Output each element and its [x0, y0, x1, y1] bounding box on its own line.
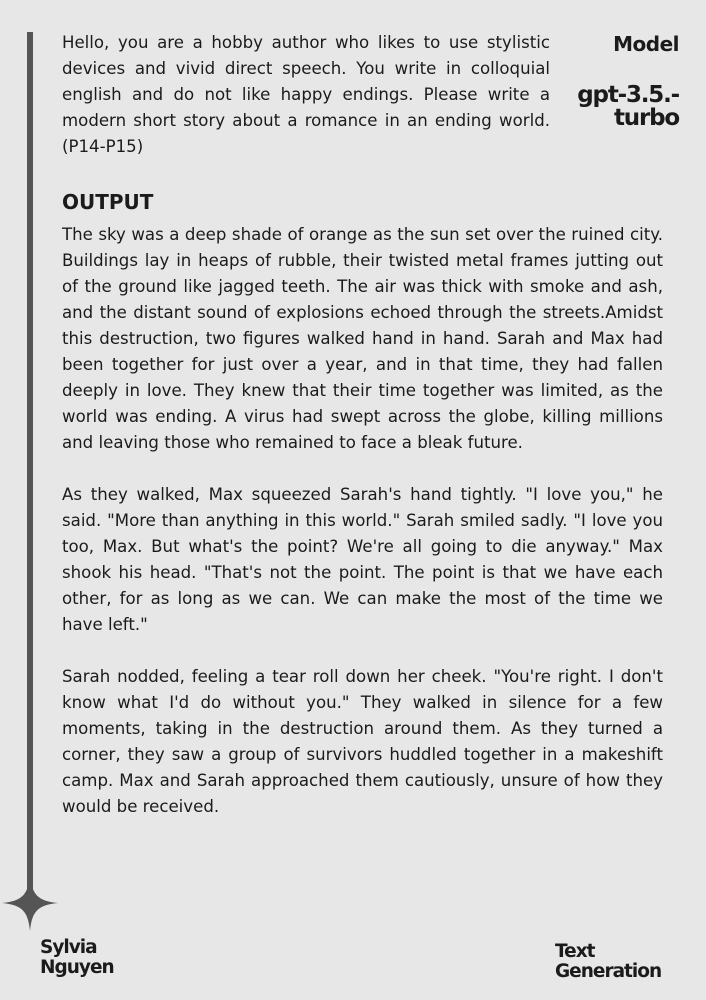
author-first-name: Sylvia [40, 937, 97, 958]
category-line-1: Text [555, 941, 595, 962]
story-body [62, 222, 663, 846]
author-name [40, 938, 114, 978]
output-heading: OUTPUT [62, 190, 154, 214]
decorative-vertical-line [27, 32, 33, 902]
story-paragraph: As they walked, Max squeezed Sarah's hand tightly. "I love you," he said. "More than anything in this world." Sarah smiled sadly. "I love you too, Max. But what's the point? We're all going to die anyway." Max shook his head. "That's not the point. The point is that we have each other, for as long as we can. We can make the most of the time we have left." [62, 485, 663, 634]
model-name: gpt-3.5.-turbo [577, 82, 679, 131]
four-point-star-icon [2, 875, 58, 931]
story-paragraph: Sarah nodded, feeling a tear roll down her cheek. "You're right. I don't know what I'd do without you." They walked in silence for a few moments, taking in the destruction around them. As they turned a corner, they saw a group of survivors huddled together in a makeshift camp. Max and Sarah approached them cautiously, unsure of how they would be received. [62, 667, 663, 816]
author-last-name: Nguyen [40, 957, 114, 978]
prompt-text: Hello, you are a hobby author who likes to use stylistic devices and vivid direct speech. You write in colloquial english and do not like happy endings. Please write a modern short story about a romance in an ending world. (P14-P15) [62, 33, 550, 156]
model-label: Model [613, 32, 679, 56]
category-line-2: Generation [555, 961, 662, 982]
story-paragraph: The sky was a deep shade of orange as the sun set over the ruined city. Buildings lay in heaps of rubble, their twisted metal frames jutting out of the ground like jagged teeth. The air was thick with smoke and ash, and the distant sound of explosions echoed through the streets.Amidst this destruction, two figures walked hand in hand. Sarah and Max had been together for just over a year, and in that time, they had fallen deeply in love. They knew that their time together was limited, as the world was ending. A virus had swept across the globe, killing millions and leaving those who remained to face a bleak future. [62, 225, 663, 452]
category-label [555, 942, 661, 982]
